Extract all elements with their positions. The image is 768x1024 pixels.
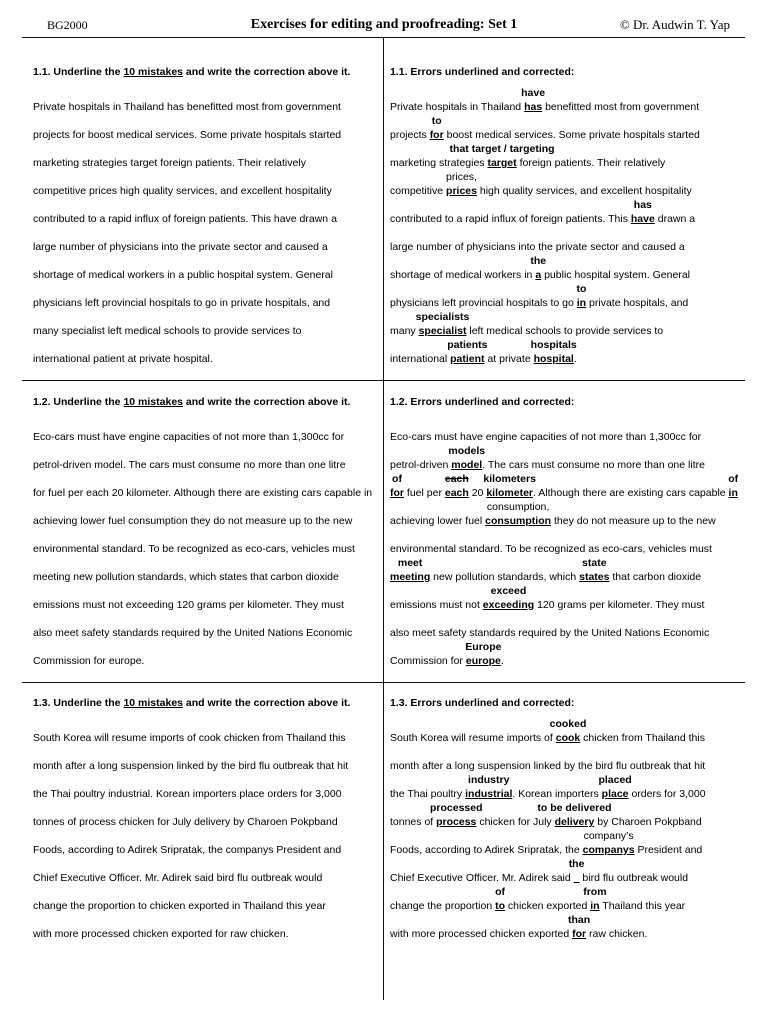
error-word: europe [465, 655, 501, 667]
error-word: states [579, 571, 610, 583]
exercise-line: also meet safety standards required by the United Nations Economic [33, 627, 353, 639]
exercise-line: competitive prices high quality services, and excellent hospitality [33, 185, 332, 197]
answer-text: Chief Executive Officer. Mr. Adirek said [390, 872, 574, 884]
error-mark [485, 501, 552, 527]
exercise-line: petrol-driven model. The cars must consume no more than one litre [33, 459, 346, 471]
error-mark [390, 557, 431, 583]
answer-line [390, 199, 745, 233]
answer-text: fuel per [404, 487, 445, 499]
answer-text: by Charoen Pokpband [594, 816, 702, 828]
copyright-notice: © Dr. Audwin T. Yap [619, 17, 730, 32]
answer-line [390, 557, 745, 591]
error-word: place [601, 788, 629, 800]
answer-text: the Thai poultry [390, 788, 466, 800]
exercise-line: Commission for europe. [33, 655, 145, 667]
correction: prices, [446, 171, 477, 183]
correction: to [576, 283, 587, 295]
exercise-heading [33, 58, 378, 86]
error-mark [568, 858, 585, 884]
heading-tail: and write the correction above it. [185, 396, 351, 408]
answer-line [390, 423, 745, 451]
exercise-line: contributed to a rapid influx of foreign patients. This have drawn a [33, 213, 337, 225]
heading-lead: 1.1. Underline the [33, 66, 121, 78]
answer-line [390, 233, 745, 261]
answer-text: high quality services, and excellent hospitality [476, 185, 692, 197]
answer-line [390, 171, 745, 205]
answer-text: . Korean importers [512, 788, 602, 800]
correction: of [392, 473, 402, 485]
answer-text: . The cars must consume no more than one litre [482, 459, 705, 471]
answer-text: at private [484, 353, 534, 365]
heading-key: 10 mistakes [123, 697, 183, 709]
exercise-line: Private hospitals in Thailand has benefitted most from government [33, 101, 341, 113]
error-mark [521, 87, 546, 113]
answer-line [390, 473, 745, 507]
answer-text: bird flu outbreak would [579, 872, 689, 884]
heading-lead: 1.3. Underline the [33, 697, 121, 709]
answer-text: petrol-driven [390, 459, 452, 471]
error-word: industrial [465, 788, 513, 800]
correction: processed [430, 802, 483, 814]
answer-text: new pollution standards, which [430, 571, 580, 583]
exercise-line: physicians left provincial hospitals to go in private hospitals, and [33, 297, 331, 309]
error-word: consumption [485, 515, 552, 527]
error-mark [576, 283, 587, 309]
error-mark [448, 445, 486, 471]
answer-heading: 1.1. Errors underlined and corrected: [390, 66, 575, 78]
exercise-line: achieving lower fuel consumption they do not measure up to the new [33, 515, 353, 527]
exercise-line: South Korea will resume imports of cook chicken from Thailand this [33, 732, 346, 744]
answer-line [390, 752, 745, 780]
error-mark [549, 718, 587, 744]
error-mark [429, 115, 444, 141]
answer-text: 120 grams per kilometer. They must [534, 599, 705, 611]
error-mark [583, 886, 607, 912]
error-mark [568, 914, 591, 940]
answer-text: Private hospitals in Thailand [390, 101, 525, 113]
answer-text: achieving lower fuel [390, 515, 486, 527]
exercise-line: the Thai poultry industrial. Korean importers place orders for 3,000 [33, 788, 342, 800]
error-mark [530, 339, 577, 365]
error-word: has [524, 101, 543, 113]
answer-text: physicians left provincial hospitals to go [390, 297, 577, 309]
answer-text: Commission for [390, 655, 466, 667]
error-mark [430, 802, 483, 828]
answer-text: raw chicken. [586, 928, 648, 940]
exercise-line: meeting new pollution standards, which states that carbon dioxide [33, 571, 339, 583]
answer-text: tonnes of [390, 816, 437, 828]
error-word: delivery [554, 816, 595, 828]
answer-heading: 1.2. Errors underlined and corrected: [390, 396, 575, 408]
exercise-line: marketing strategies target foreign patients. Their relatively [33, 157, 306, 169]
answer-text: month after a long suspension linked by the bird flu outbreak that hit [390, 760, 706, 772]
exercise-line: many specialist left medical schools to provide services to [33, 325, 302, 337]
heading-tail: and write the correction above it. [185, 697, 351, 709]
error-word: in [576, 297, 587, 309]
error-word: for [390, 487, 404, 499]
correction: of [495, 886, 505, 898]
answer-text: marketing strategies [390, 157, 488, 169]
correction: cooked [549, 718, 587, 730]
error-word: target [487, 157, 517, 169]
correction: the [568, 858, 585, 870]
answer-line [390, 445, 745, 479]
correction: models [448, 445, 486, 457]
error-mark [446, 171, 477, 197]
answer-text: drawn a [654, 213, 696, 225]
error-word: in [728, 487, 738, 499]
error-word: companys [582, 844, 635, 856]
answer-text: environmental standard. To be recognized as eco-cars, vehicles must [390, 543, 712, 555]
answer-cell [390, 682, 745, 948]
exercise-heading [33, 689, 378, 717]
exercise-line: Eco-cars must have engine capacities of not more than 1,300cc for [33, 431, 345, 443]
answer-text: change the proportion [390, 900, 496, 912]
error-word: each [444, 487, 469, 499]
answer-text: chicken from Thailand this [580, 732, 705, 744]
answer-text: 20 [468, 487, 487, 499]
error-mark [582, 830, 635, 856]
exercise-line: Chief Executive Officer. Mr. Adirek said bird flu outbreak would [33, 872, 323, 884]
exercise-line: emissions must not exceeding 120 grams per kilometer. They must [33, 599, 344, 611]
error-word: to [495, 900, 505, 912]
heading-lead: 1.2. Underline the [33, 396, 121, 408]
answer-text: foreign patients. Their relatively [516, 157, 666, 169]
answer-text: Foods, according to Adirek Sripratak, the [390, 844, 583, 856]
error-word: prices [446, 185, 477, 197]
error-mark [447, 339, 488, 365]
column-divider [383, 37, 384, 1000]
answer-text: . Although there are existing cars capable [533, 487, 729, 499]
answer-line [390, 535, 745, 563]
error-mark [537, 802, 612, 828]
correction: each [444, 473, 469, 485]
error-mark [482, 585, 535, 611]
answer-line [390, 802, 745, 836]
exercise-line: tonnes of process chicken for July delivery by Charoen Pokpband [33, 816, 338, 828]
error-word: exceeding [482, 599, 535, 611]
exercise-line: Foods, according to Adirek Sripratak, the companys President and [33, 844, 342, 856]
answer-line [390, 87, 745, 121]
heading-key: 10 mistakes [123, 66, 183, 78]
error-word: for [429, 129, 444, 141]
error-mark [579, 557, 610, 583]
answer-line [390, 718, 745, 752]
exercise-line: change the proportion to chicken exported in Thailand this year [33, 900, 326, 912]
exercise-heading [33, 388, 378, 416]
heading-key: 10 mistakes [123, 396, 183, 408]
error-mark [483, 473, 536, 499]
answer-text: international [390, 353, 451, 365]
exercise-cell [33, 682, 378, 948]
answer-text: . [573, 353, 577, 365]
correction: placed [598, 774, 632, 786]
correction: specialists [415, 311, 470, 323]
answer-text: Eco-cars must have engine capacities of not more than 1,300cc for [390, 431, 702, 443]
answer-line [390, 339, 745, 373]
answer-text: orders for 3,000 [628, 788, 706, 800]
answer-text: public hospital system. General [541, 269, 690, 281]
answer-line [390, 641, 745, 675]
error-word: have [630, 213, 655, 225]
answer-line [390, 619, 745, 647]
exercise-line: large number of physicians into the private sector and caused a [33, 241, 328, 253]
answer-text: they do not measure up to the new [551, 515, 716, 527]
answer-line [390, 585, 745, 619]
answer-text: with more processed chicken exported [390, 928, 573, 940]
answer-line [390, 255, 745, 289]
answer-text: contributed to a rapid influx of foreign patients. This [390, 213, 631, 225]
answer-text: President and [634, 844, 703, 856]
error-mark [415, 311, 470, 337]
correction: patients [447, 339, 488, 351]
correction: has [633, 199, 652, 211]
answer-line [390, 914, 745, 948]
error-word: a [535, 269, 542, 281]
answer-text: South Korea will resume imports of [390, 732, 556, 744]
answer-line [390, 143, 745, 177]
error-mark [630, 199, 655, 225]
error-word: cook [555, 732, 581, 744]
error-mark [728, 473, 739, 499]
correction: meet [397, 557, 423, 569]
answer-text: also meet safety standards required by the United Nations Economic [390, 627, 710, 639]
answer-text: left medical schools to provide services to [466, 325, 664, 337]
correction: exceed [490, 585, 527, 597]
answer-text: that carbon dioxide [609, 571, 702, 583]
error-word: patient [450, 353, 485, 365]
answer-text: benefitted most from government [542, 101, 700, 113]
error-mark [598, 774, 632, 800]
exercise-cell [33, 380, 378, 675]
exercise-line: month after a long suspension linked by the bird flu outbreak that hit [33, 760, 349, 772]
error-word: _ [573, 872, 580, 884]
correction: of [728, 473, 739, 485]
correction: have [521, 87, 546, 99]
answer-cell [390, 380, 745, 675]
error-mark [465, 774, 513, 800]
error-mark [465, 641, 502, 667]
answer-text: . [500, 655, 504, 667]
correction: kilometers [483, 473, 536, 485]
answer-text: shortage of medical workers in [390, 269, 536, 281]
heading-tail: and write the correction above it. [185, 66, 351, 78]
page-title: Exercises for editing and proofreading: Set 1 [250, 17, 518, 32]
answer-text: boost medical services. Some private hospitals started [443, 129, 700, 141]
answer-line [390, 858, 745, 892]
answer-text: chicken exported [505, 900, 591, 912]
error-word: specialist [418, 325, 467, 337]
answer-text: chicken for July [476, 816, 555, 828]
error-mark [390, 473, 404, 499]
exercise-line: projects for boost medical services. Some private hospitals started [33, 129, 342, 141]
error-word: for [572, 928, 587, 940]
answer-heading: 1.3. Errors underlined and corrected: [390, 697, 575, 709]
error-word: model [451, 459, 483, 471]
answer-line [390, 501, 745, 535]
answer-line [390, 115, 745, 149]
correction: that target / targeting [449, 143, 555, 155]
answer-text: large number of physicians into the private sector and caused a [390, 241, 685, 253]
exercise-line: shortage of medical workers in a public hospital system. General [33, 269, 333, 281]
exercise-line: international patient at private hospital. [33, 353, 213, 365]
correction: Europe [465, 641, 502, 653]
error-mark [495, 886, 505, 912]
error-word: meeting [390, 571, 431, 583]
error-mark [444, 473, 469, 499]
correction: the [530, 255, 547, 267]
answer-text: emissions must not [390, 599, 483, 611]
error-mark [530, 255, 547, 281]
course-code: BG2000 [47, 18, 88, 32]
exercise-cell [33, 37, 378, 373]
answer-text: Thailand this year [599, 900, 686, 912]
correction: industry [468, 774, 510, 786]
answer-text: projects [390, 129, 430, 141]
error-word: hospital [533, 353, 574, 365]
correction: consumption, [486, 501, 550, 513]
exercise-line: environmental standard. To be recognized as eco-cars, vehicles must [33, 543, 355, 555]
correction: hospitals [530, 339, 577, 351]
page-header [0, 14, 768, 36]
correction: to be delivered [537, 802, 612, 814]
error-mark [449, 143, 555, 169]
correction: from [583, 886, 607, 898]
correction: state [582, 557, 607, 569]
exercise-line: with more processed chicken exported for raw chicken. [33, 928, 289, 940]
correction: company’s [583, 830, 634, 842]
error-word: in [590, 900, 600, 912]
exercise-line: for fuel per each 20 kilometer. Although there are existing cars capable in [33, 487, 373, 499]
answer-text: many [390, 325, 419, 337]
answer-cell [390, 37, 745, 373]
correction: to [431, 115, 442, 127]
answer-text: private hospitals, and [586, 297, 689, 309]
answer-line [390, 830, 745, 864]
error-word: kilometer [486, 487, 533, 499]
correction: than [568, 914, 591, 926]
answer-text: competitive [390, 185, 447, 197]
error-word: process [436, 816, 477, 828]
